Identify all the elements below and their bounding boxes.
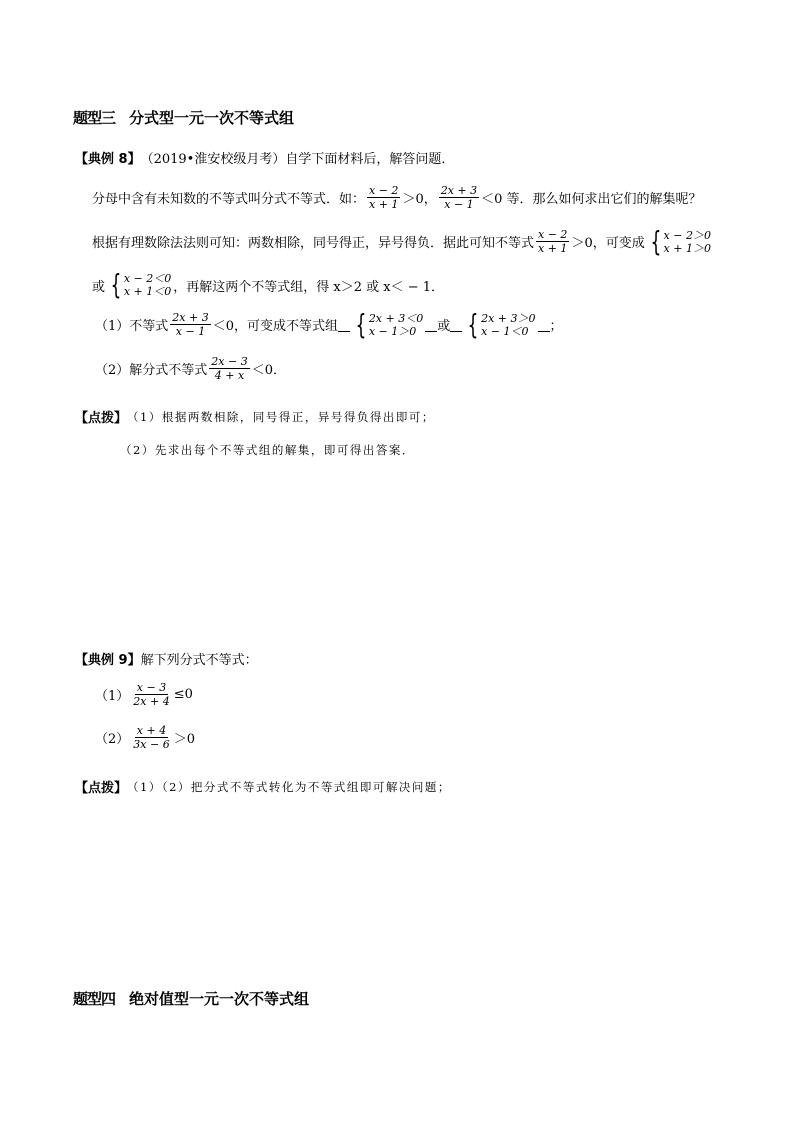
answer-blank[interactable]: [538, 317, 550, 332]
text: 根据有理数除法法则可知：两数相除，同号得正，异号得负．据此可知不等式: [92, 236, 535, 251]
paragraph-1: [92, 184, 702, 211]
fraction: [131, 681, 171, 708]
denominator: x − 1: [444, 198, 474, 211]
question-label: （2）: [95, 732, 130, 747]
text: ＜0．: [251, 363, 286, 378]
denominator: x + 1: [538, 242, 568, 255]
numerator: x − 2: [369, 184, 399, 197]
section-heading-4: [73, 988, 309, 1009]
hint-8-line-2: [120, 442, 415, 458]
numerator: x + 4: [136, 724, 167, 737]
hint-8: [75, 407, 435, 426]
section-title: 分式型一元一次不等式组: [129, 109, 295, 127]
system-row: x − 1＞0: [368, 324, 417, 338]
inequality-system: [352, 307, 424, 341]
question-label: （1）: [95, 689, 130, 704]
question-2: [95, 355, 286, 382]
fraction: [367, 184, 400, 211]
system-row: x + 1＜0: [123, 285, 172, 298]
example-label: 【典例 8】: [75, 152, 141, 167]
inequality-system: [647, 224, 711, 258]
system-row: 2x + 3＞0: [481, 311, 536, 325]
system-row: 2x + 3＜0: [368, 311, 424, 325]
system-row: x − 1＜0: [481, 324, 529, 338]
left-brace: {: [355, 307, 367, 341]
hint-text: （1）根据两数相除，同号得正，异号得负得出即可；: [127, 409, 435, 424]
text: 或: [92, 279, 106, 295]
text: ＜0，可变成不等式组: [212, 319, 338, 334]
paragraph-2: [92, 224, 713, 258]
hint-9: [75, 777, 451, 796]
text: ＞0，: [402, 192, 437, 207]
answer-blank[interactable]: [425, 317, 437, 332]
left-brace: {: [467, 307, 479, 341]
denominator: 3x − 6: [133, 738, 170, 751]
example-9-q2: [95, 724, 195, 751]
numerator: x − 2: [538, 228, 568, 241]
fraction: [131, 724, 171, 751]
text: （1）不等式: [95, 319, 169, 334]
system-row: x − 2＜0: [123, 272, 172, 285]
text: 或: [437, 319, 451, 334]
inequality-system: [107, 268, 172, 301]
answer-blank[interactable]: [450, 317, 462, 332]
system-row: x + 1＞0: [663, 241, 711, 255]
system-row: x − 2＞0: [663, 228, 711, 242]
left-brace: {: [110, 268, 122, 301]
example-label: 【典例 9】: [75, 653, 141, 668]
fraction: [439, 184, 479, 211]
section-tag: 题型三: [73, 109, 116, 127]
text: ，再解这两个不等式组，得 x＞2 或 x＜ − 1．: [173, 279, 445, 295]
text: ≤0: [173, 687, 193, 702]
text: 分母中含有未知数的不等式叫分式不等式．如：: [92, 192, 366, 207]
example-9-q1: [95, 681, 193, 708]
denominator: 2x + 4: [133, 695, 170, 708]
denominator: x − 1: [175, 325, 206, 338]
hint-text: （2）先求出每个不等式组的解集，即可得出答案．: [120, 443, 415, 457]
example-intro: 解下列分式不等式：: [140, 653, 258, 668]
answer-blank[interactable]: [338, 317, 350, 332]
paragraph-3: [92, 268, 445, 301]
section-tag: 题型四: [73, 990, 116, 1008]
text: ＞0，可变成: [571, 236, 645, 251]
fraction: [209, 355, 249, 382]
numerator: x − 3: [136, 681, 167, 694]
numerator: 2x + 3: [440, 184, 478, 197]
example-9-header: [75, 649, 258, 668]
numerator: 2x − 3: [211, 355, 248, 368]
example-8-header: [75, 148, 454, 167]
text: （2）解分式不等式: [95, 363, 208, 378]
text: ＞0: [173, 732, 195, 747]
denominator: x + 1: [369, 198, 399, 211]
text: ＜0 等．那么如何求出它们的解集呢？: [481, 192, 702, 207]
inequality-system: [464, 307, 536, 341]
hint-label: 【点拨】: [75, 411, 128, 426]
section-title: 绝对值型一元一次不等式组: [129, 990, 310, 1008]
section-heading-3: [73, 107, 294, 128]
hint-label: 【点拨】: [75, 781, 128, 796]
numerator: 2x + 3: [172, 311, 209, 324]
fraction: [170, 311, 210, 338]
fraction: [536, 228, 569, 255]
hint-text: （1）（2）把分式不等式转化为不等式组即可解决问题；: [127, 779, 451, 794]
left-brace: {: [650, 224, 661, 258]
text: ；: [549, 319, 563, 334]
example-source: （2019•淮安校级月考）自学下面材料后，解答问题．: [140, 152, 455, 167]
denominator: 4 + x: [214, 369, 245, 382]
question-1: [95, 307, 563, 341]
